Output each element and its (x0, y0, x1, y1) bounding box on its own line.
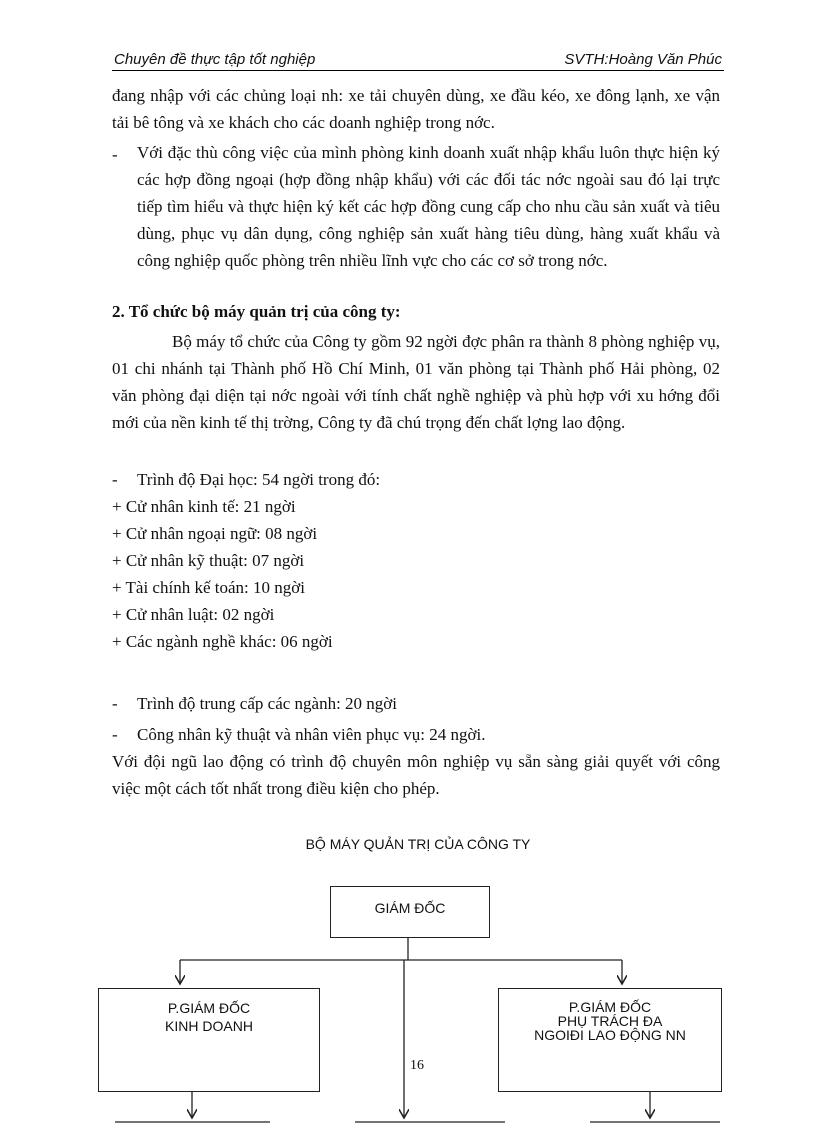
deputy-labor-line2: PHỤ TRÁCH ĐA (557, 1013, 663, 1029)
bullet-dash: - (112, 725, 118, 744)
list-item: + Cử nhân kỹ thuật: 07 ngời (112, 551, 305, 570)
deputy-business-line2: KINH DOANH (165, 1018, 253, 1034)
list-item: + Cử nhân kinh tế: 21 ngời (112, 497, 296, 516)
list-item: + Cử nhân luật: 02 ngời (112, 605, 275, 624)
list-item: + Các ngành nghề khác: 06 ngời (112, 632, 333, 651)
org-box-deputy-labor (498, 988, 722, 1092)
paragraph-organization: Bộ máy tổ chức của Công ty gồm 92 ngời đợc phân ra thành 8 phòng nghiệp vụ, 01 chi nhánh tại Thành phố Hồ Chí Minh, 01 văn phòng tại Thành phố Hải phòng, 02 văn phòng đại diện tại nớc ngoài với tính chất nghề nghiệp và phù hợp với xu hớng đổi mới của nền kinh tế thị trờng, Công ty đã chú trọng đến chất lợng lao động. (112, 332, 720, 432)
deputy-business-line1: P.GIÁM ĐỐC (167, 1000, 251, 1016)
bullet-dash: - (112, 694, 118, 713)
org-chart-title: BỘ MÁY QUẢN TRỊ CỦA CÔNG TY (305, 836, 531, 852)
section-heading: 2. Tổ chức bộ máy quản trị của công ty: (112, 302, 401, 321)
list-item: + Cử nhân ngoại ngữ: 08 ngời (112, 524, 318, 543)
intro-paragraph: đang nhập với các chủng loại nh: xe tải chuyên dùng, xe đầu kéo, xe đông lạnh, xe vận tải bê tông và xe khách cho các doanh nghiệp trong nớc. (112, 86, 720, 132)
header-author: SVTH:Hoàng Văn Phúc (564, 51, 722, 68)
page-number: 16 (410, 1058, 424, 1073)
bullet-university: Trình độ Đại học: 54 ngời trong đó: (137, 470, 381, 489)
header-title: Chuyên đề thực tập tốt nghiệp (114, 51, 316, 68)
bullet-dash: - (112, 145, 118, 164)
bullet-paragraph-1: Với đặc thù công việc của mình phòng kinh doanh xuất nhập khẩu luôn thực hiện ký các hợp đồng ngoại (hợp đồng nhập khẩu) với các đối tác nớc ngoài sau đó lại trực tiếp tìm hiểu và thực hiện ký kết các hợp đồng cung cấp cho nhu cầu sản xuất và tiêu dùng, phục vụ dân dụng, công nghiệp sản xuất hàng tiêu dùng, hàng xuất khẩu và công nghiệp quốc phòng trên nhiều lĩnh vực cho các cơ sở trong nớc. (137, 143, 720, 270)
bullet-workers: Công nhân kỹ thuật và nhân viên phục vụ: 24 ngời. (137, 725, 486, 744)
org-box-director (330, 886, 490, 938)
list-item: + Tài chính kế toán: 10 ngời (112, 578, 305, 597)
deputy-labor-line3: NGOIĐI LAO ĐỘNG NN (534, 1027, 686, 1043)
org-box-deputy-business (98, 988, 320, 1092)
bullet-intermediate: Trình độ trung cấp các ngành: 20 ngời (137, 694, 398, 713)
closing-paragraph: Với đội ngũ lao động có trình độ chuyên môn nghiệp vụ sẵn sàng giải quyết với công việc một cách tốt nhất trong điều kiện cho phép. (112, 752, 720, 798)
deputy-labor-line1: P.GIÁM ĐỐC (568, 999, 652, 1015)
bullet-dash: - (112, 470, 118, 489)
director-label: GIÁM ĐỐC (374, 900, 446, 916)
